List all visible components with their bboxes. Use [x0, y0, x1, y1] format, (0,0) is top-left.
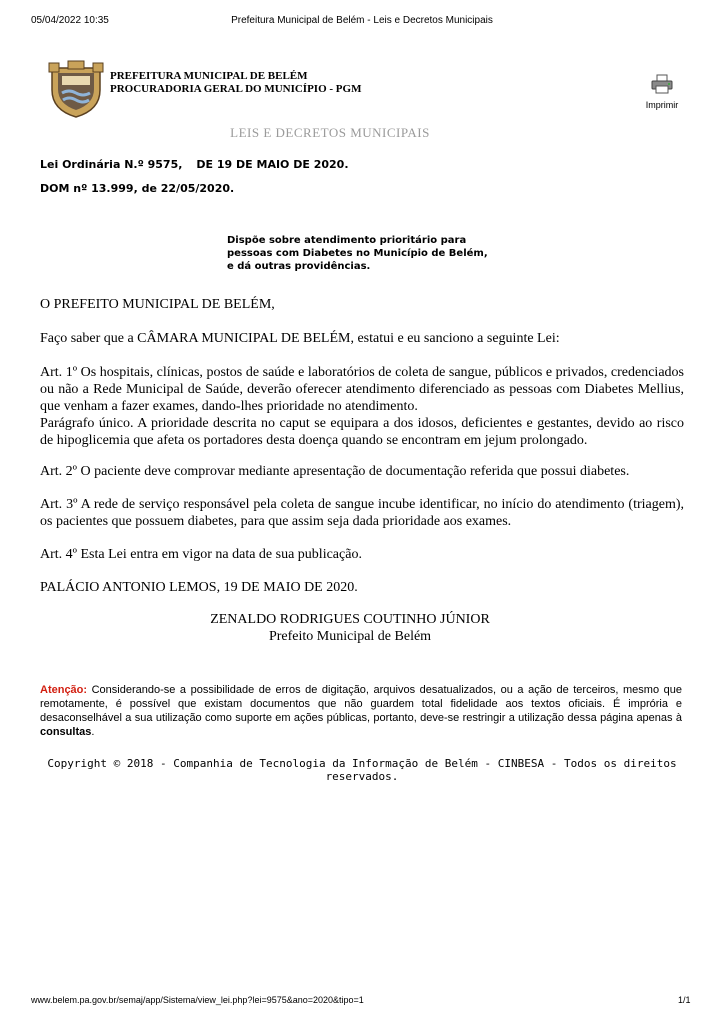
article-4: Art. 4º Esta Lei entra em vigor na data de sua publicação.: [40, 547, 362, 562]
attention-label: Atenção:: [40, 684, 88, 696]
article-3: Art. 3º A rede de serviço responsável pela coleta de sangue incube identificar, no início do atendimento (triagem), os pacientes que possuem diabetes, para que assim seja dada prioridade aos exames.: [40, 497, 684, 529]
print-page-number: 1/1: [678, 995, 691, 1005]
copyright-notice: Copyright © 2018 - Companhia de Tecnologia da Informação de Belém - CINBESA - Todos os direitos reservados.: [47, 757, 677, 783]
print-page-title: Prefeitura Municipal de Belém - Leis e Decretos Municipais: [231, 15, 493, 26]
attention-text: Considerando-se a possibilidade de erros de digitação, arquivos desatualizados, ou a ação de terceiros, mesmo que remotamente, é possível que existam documentos que não guardem total fidelidade aos textos oficiais. É imprória e desaconselhável a sua utilização como suporte em ações públicas, portanto, deve-se restringir a utilização dessa página apenas à: [40, 684, 682, 724]
dom-reference: DOM nº 13.999, de 22/05/2020.: [40, 182, 235, 195]
signatory-name: ZENALDO RODRIGUES COUTINHO JÚNIOR: [210, 612, 490, 627]
article-2: Art. 2º O paciente deve comprovar mediante apresentação de documentação referida que possui diabetes.: [40, 464, 630, 479]
printer-icon: [651, 74, 673, 94]
org-department: PROCURADORIA GERAL DO MUNICÍPIO - PGM: [110, 83, 362, 95]
law-number: Lei Ordinária N.º 9575,: [40, 158, 183, 171]
attention-notice: [40, 683, 682, 739]
org-name: PREFEITURA MUNICIPAL DE BELÉM: [110, 70, 308, 82]
print-button[interactable]: [642, 74, 682, 110]
article-1-paragraph: Parágrafo único. A prioridade descrita no caput se equipara a dos idosos, deficientes e gestantes, devido ao risco de hipoglicemia que afeta os portadores desta doença quando se encontram em jejum prolongado.: [40, 416, 684, 448]
law-summary: Dispõe sobre atendimento prioritário para pessoas com Diabetes no Município de Belém, e dá outras providências.: [227, 235, 488, 272]
article-1-text: Art. 1º Os hospitais, clínicas, postos de saúde e laboratórios de coleta de sangue, públicos e privados, credenciados ou não a Rede Municipal de Saúde, deverão oferecer atendimento diferenciado as pessoas com Diabetes Mellius, que venham a fazer exames, dando-lhes prioridade no atendimento.: [40, 365, 684, 414]
article-1: [40, 364, 684, 449]
crest-icon: [48, 60, 104, 118]
signatory-role: Prefeito Municipal de Belém: [268, 629, 432, 644]
print-url: www.belem.pa.gov.br/semaj/app/Sistema/view_lei.php?lei=9575&ano=2020&tipo=1: [31, 995, 364, 1005]
attention-end: .: [91, 726, 95, 738]
org-header: [110, 70, 361, 96]
law-number-line: [40, 158, 349, 171]
intro-paragraph: Faço saber que a CÂMARA MUNICIPAL DE BELÉM, estatui e eu sanciono a seguinte Lei:: [40, 331, 560, 346]
place-date: PALÁCIO ANTONIO LEMOS, 19 DE MAIO DE 2020.: [40, 580, 358, 595]
opening-line: O PREFEITO MUNICIPAL DE BELÉM,: [40, 297, 275, 312]
consultas-link[interactable]: consultas: [40, 726, 92, 738]
law-date: DE 19 DE MAIO DE 2020.: [196, 158, 349, 171]
print-datetime: 05/04/2022 10:35: [31, 15, 109, 26]
section-title: LEIS E DECRETOS MUNICIPAIS: [230, 125, 430, 140]
print-button-label: Imprimir: [645, 100, 679, 110]
